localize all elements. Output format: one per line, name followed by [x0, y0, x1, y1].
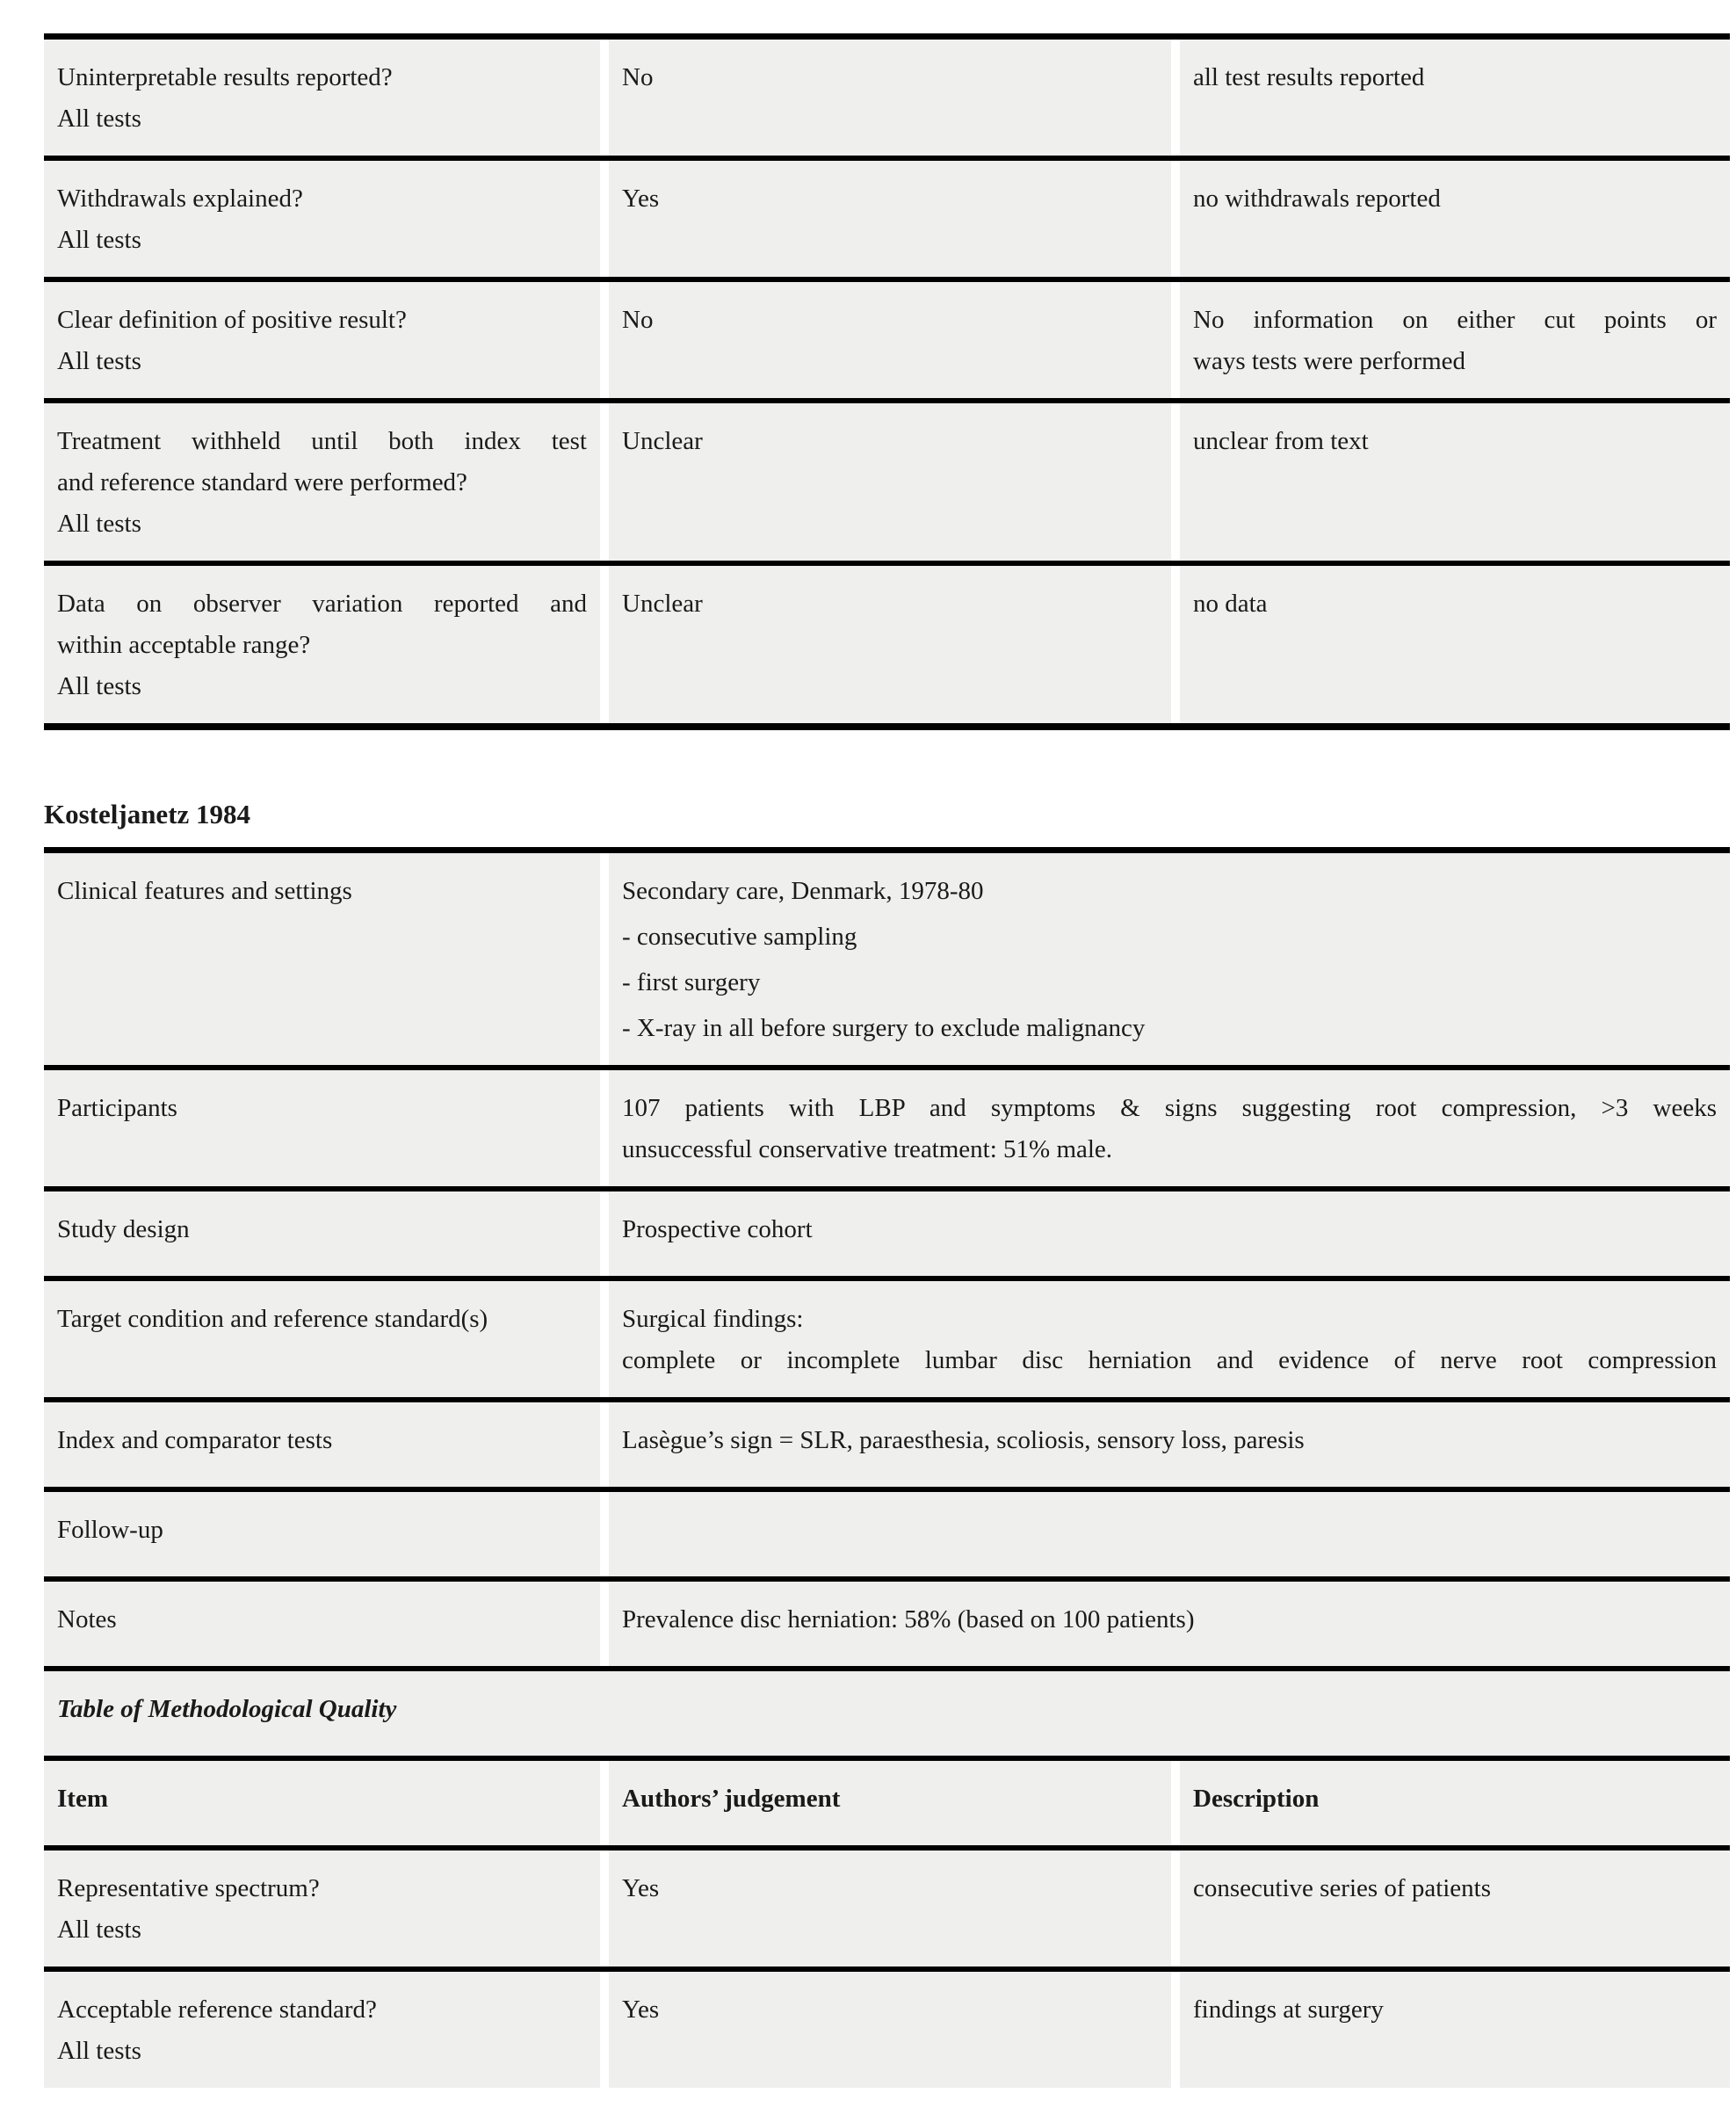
description-cell [1180, 161, 1730, 277]
text-line: no withdrawals reported [1193, 185, 1441, 213]
label-cell [44, 853, 600, 1065]
text-line: Withdrawals explained? [57, 185, 303, 213]
text-line: Index and comparator tests [57, 1426, 333, 1454]
text-line: No [622, 63, 654, 91]
text-line: 107 patients with LBP and symptoms & signs suggesting root compression, >3 weeks [622, 1094, 1717, 1122]
text-line: no data [1193, 590, 1268, 618]
text-line: Clinical features and settings [57, 877, 352, 905]
label-cell [44, 1281, 600, 1397]
characteristics-row [44, 1070, 1730, 1191]
description-cell [1180, 40, 1730, 156]
characteristics-row [44, 853, 1730, 1070]
study-heading: Kosteljanetz 1984 [44, 799, 251, 829]
authors-judgement-cell [609, 1851, 1171, 1967]
text-line: All tests [57, 347, 141, 375]
authors-judgement-header-cell [609, 1761, 1171, 1845]
text-line: ways tests were performed [1193, 347, 1466, 375]
text-line: consecutive series of patients [1193, 1874, 1492, 1902]
text-line: All tests [57, 510, 141, 538]
authors-judgement-cell [609, 1972, 1171, 2088]
characteristics-row [44, 1582, 1730, 1671]
quality-row [44, 161, 1730, 282]
characteristics-row [44, 1281, 1730, 1402]
text-line: All tests [57, 226, 141, 254]
text-line: Yes [622, 1874, 660, 1902]
text-line: Prevalence disc herniation: 58% (based on 100 patients) [622, 1605, 1195, 1633]
authors-judgement-cell [609, 566, 1171, 723]
description-header-cell [1180, 1761, 1730, 1845]
text-line: All tests [57, 1916, 141, 1944]
description-cell [1180, 403, 1730, 561]
text-line: Table of Methodological Quality [57, 1695, 397, 1723]
value-cell [609, 1281, 1730, 1397]
item-cell [44, 282, 600, 398]
item-cell [44, 40, 600, 156]
text-line: Yes [622, 185, 660, 213]
description-cell [1180, 1972, 1730, 2088]
quality-row [44, 566, 1730, 730]
text-line: Yes [622, 1995, 660, 2024]
text-line: Representative spectrum? [57, 1874, 320, 1902]
value-cell [609, 1191, 1730, 1276]
study-characteristics-table [44, 847, 1730, 2088]
item-cell [44, 1851, 600, 1967]
value-cell [609, 1492, 1730, 1576]
characteristics-row [44, 1402, 1730, 1492]
text-line: Clear definition of positive result? [57, 306, 407, 334]
text-line: and reference standard were performed? [57, 468, 467, 496]
text-line: Description [1193, 1785, 1320, 1813]
text-line: Data on observer variation reported and [57, 590, 587, 618]
text-line: No information on either cut points or [1193, 306, 1717, 334]
characteristics-row [44, 1492, 1730, 1582]
text-line: Study design [57, 1215, 190, 1243]
item-cell [44, 1972, 600, 2088]
text-line: all test results reported [1193, 63, 1425, 91]
label-cell [44, 1402, 600, 1487]
quality-row [44, 1851, 1730, 1972]
text-line: Treatment withheld until both index test [57, 427, 587, 455]
item-cell [44, 161, 600, 277]
text-line: - X-ray in all before surgery to exclude malignancy [622, 1014, 1146, 1042]
text-line: Surgical findings: [622, 1305, 804, 1333]
text-line: complete or incomplete lumbar disc herniation and evidence of nerve root compression [622, 1346, 1717, 1374]
text-line: Authors’ judgement [622, 1785, 841, 1813]
text-line: unsuccessful conservative treatment: 51% male. [622, 1135, 1113, 1163]
text-line: No [622, 306, 654, 334]
quality-table-continued [44, 33, 1730, 730]
characteristics-row [44, 1191, 1730, 1281]
text-line: findings at surgery [1193, 1995, 1384, 2024]
quality-row [44, 403, 1730, 566]
label-cell [44, 1492, 600, 1576]
table-of-methodological-quality-title [44, 1671, 1730, 1756]
text-line: All tests [57, 672, 141, 700]
authors-judgement-cell [609, 161, 1171, 277]
quality-header-row [44, 1761, 1730, 1851]
item-cell [44, 566, 600, 723]
text-line: Uninterpretable results reported? [57, 63, 393, 91]
text-line: Unclear [622, 590, 703, 618]
item-cell [44, 403, 600, 561]
text-line: All tests [57, 105, 141, 133]
quality-row [44, 282, 1730, 403]
authors-judgement-cell [609, 40, 1171, 156]
label-cell [44, 1582, 600, 1666]
value-cell [609, 1402, 1730, 1487]
text-line: - consecutive sampling [622, 923, 857, 951]
text-line: Participants [57, 1094, 177, 1122]
text-line: Unclear [622, 427, 703, 455]
quality-row [44, 1972, 1730, 2088]
text-line: Lasègue’s sign = SLR, paraesthesia, scoliosis, sensory loss, paresis [622, 1426, 1305, 1454]
text-line: Target condition and reference standard(s) [57, 1305, 488, 1333]
value-cell [609, 1582, 1730, 1666]
text-line: Follow-up [57, 1516, 163, 1544]
text-line: Notes [57, 1605, 117, 1633]
authors-judgement-cell [609, 403, 1171, 561]
description-cell [1180, 566, 1730, 723]
text-line: unclear from text [1193, 427, 1369, 455]
text-line: Acceptable reference standard? [57, 1995, 377, 2024]
text-line: - first surgery [622, 968, 761, 996]
item-header-cell [44, 1761, 600, 1845]
description-cell [1180, 1851, 1730, 1967]
text-line: All tests [57, 2037, 141, 2065]
value-cell [609, 1070, 1730, 1186]
description-cell [1180, 282, 1730, 398]
text-line: within acceptable range? [57, 631, 311, 659]
label-cell [44, 1191, 600, 1276]
text-line: Secondary care, Denmark, 1978-80 [622, 877, 984, 905]
value-cell [609, 853, 1730, 1065]
section-title-row [44, 1671, 1730, 1761]
label-cell [44, 1070, 600, 1186]
text-line: Item [57, 1785, 108, 1813]
quality-row [44, 40, 1730, 161]
authors-judgement-cell [609, 282, 1171, 398]
text-line: Prospective cohort [622, 1215, 813, 1243]
